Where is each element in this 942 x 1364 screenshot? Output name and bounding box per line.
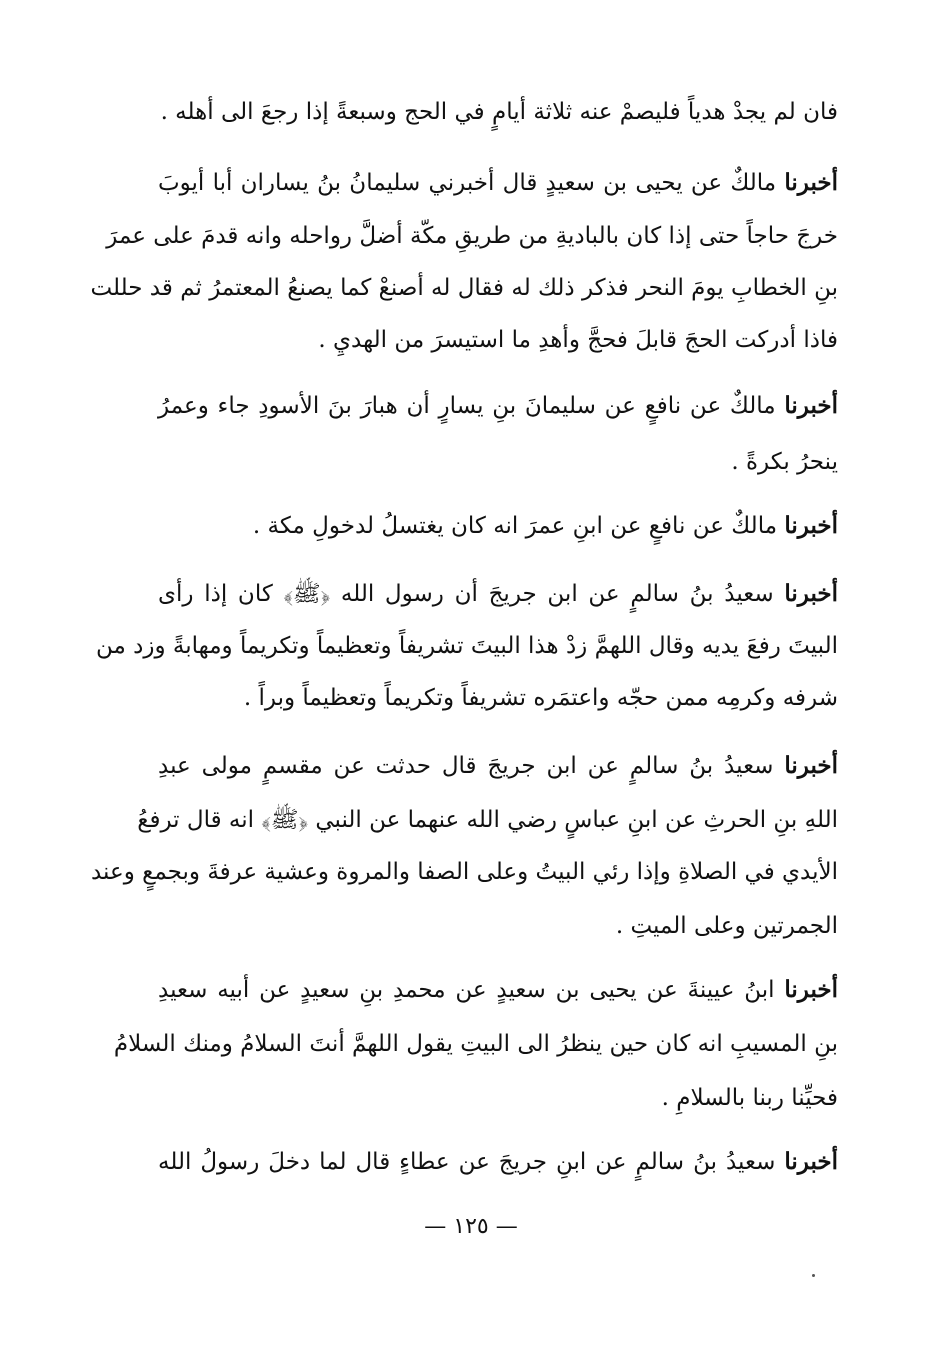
text-line (158, 163, 838, 203)
text-line (113, 1024, 838, 1064)
line-text: شرفه وكرمِه ممن حجّه واعتمَره تشريفاً وتكريماً وتعظيماً وبراً . (243, 685, 838, 711)
line-text: ابنُ عيينةَ عن يحيى بن سعيدٍ عن محمدِ بنِ سعيدٍ عن أبيه سعيدِ (158, 977, 785, 1003)
paragraph-lead: أخبرنا (784, 169, 838, 196)
page-number: — ١٢٥ — (424, 1214, 518, 1239)
line-text: الأيدي في الصلاةِ وإذا رئي البيتُ وعلى الصفا والمروة وعشية عرفةَ وبجمعٍ وعند (90, 859, 838, 885)
text-line (158, 442, 838, 482)
text-line (158, 506, 838, 546)
text-line (137, 800, 838, 840)
line-text: خرجَ حاجاً حتى إذا كان بالباديةِ من طريقِ مكّة أضلَّ رواحله وانه قدمَ على عمرَ (106, 223, 838, 249)
paragraph-lead: أخبرنا (784, 512, 838, 539)
line-text: سعيدُ بنُ سالمٍ عن ابنِ جريجَ عن عطاءٍ قال لما دخلَ رسولُ الله (158, 1149, 785, 1175)
line-text: بنِ المسيبِ انه كان حين ينظرُ الى البيتِ يقول اللهمَّ أنتَ السلامُ ومنك السلامُ (113, 1031, 838, 1057)
text-line (158, 970, 838, 1010)
line-text: مالكٌ عن يحيى بن سعيدٍ قال أخبرني سليمانُ بنُ يساران أبا أيوبَ (158, 170, 785, 196)
line-text: بنِ الخطابِ يومَ النحر فذكر ذلك له فقال له أصنعْ كما يصنعُ المعتمرُ ثم قد حللت (90, 275, 838, 301)
text-line (90, 268, 838, 308)
text-line (90, 852, 838, 892)
text-line (158, 386, 838, 426)
text-line (106, 216, 838, 256)
text-line (158, 320, 838, 360)
line-text: فاذا أدركت الحجَ قابلَ فحجَّ وأهدِ ما استيسرَ من الهديِ . (318, 327, 838, 353)
text-line (158, 1142, 838, 1182)
text-line (158, 746, 838, 786)
text-line (95, 626, 838, 666)
line-text: فحيِّنا ربنا بالسلامِ . (661, 1085, 838, 1111)
line-text: مالكٌ عن نافعٍ عن ابنِ عمرَ انه كان يغتسلُ لدخولِ مكة . (252, 513, 785, 539)
paragraph-lead: أخبرنا (784, 392, 838, 419)
paragraph-lead: أخبرنا (784, 752, 838, 779)
text-line (158, 1078, 838, 1118)
paragraph-lead: أخبرنا (784, 976, 838, 1003)
stray-mark (812, 1274, 815, 1277)
line-text: مالكٌ عن نافعٍ عن سليمانَ بنِ يسارٍ أن هبارَ بنَ الأسودِ جاء وعمرُ (158, 393, 785, 419)
paragraph-lead: أخبرنا (784, 1148, 838, 1175)
line-text: فان لم يجدْ هدياً فليصمْ عنه ثلاثة أيامٍ في الحج وسبعةً إذا رجعَ الى أهله . (160, 99, 838, 125)
text-line (158, 92, 838, 132)
text-line (158, 574, 838, 614)
text-line (158, 906, 838, 946)
line-text: البيتَ رفعَ يديه وقال اللهمَّ زدْ هذا البيتَ تشريفاً وتعظيماً وتكريماً ومهابةً وزد من (95, 633, 838, 659)
line-text: سعيدُ بنُ سالمٍ عن ابن جريجَ أن رسول الله ﴿ﷺ﴾ كان إذا رأى (158, 581, 785, 607)
line-text: الجمرتين وعلى الميتِ . (615, 913, 838, 939)
text-line (158, 678, 838, 718)
line-text: سعيدُ بنُ سالمٍ عن ابن جريجَ قال حدثت عن مقسمٍ مولى عبدِ (158, 753, 785, 779)
paragraph-lead: أخبرنا (784, 580, 838, 607)
line-text: ينحرُ بكرةً . (731, 449, 838, 475)
line-text: اللهِ بنِ الحرثِ عن ابنِ عباسٍ رضي الله عنهما عن النبي ﴿ﷺ﴾ انه قال ترفعُ (137, 807, 838, 833)
